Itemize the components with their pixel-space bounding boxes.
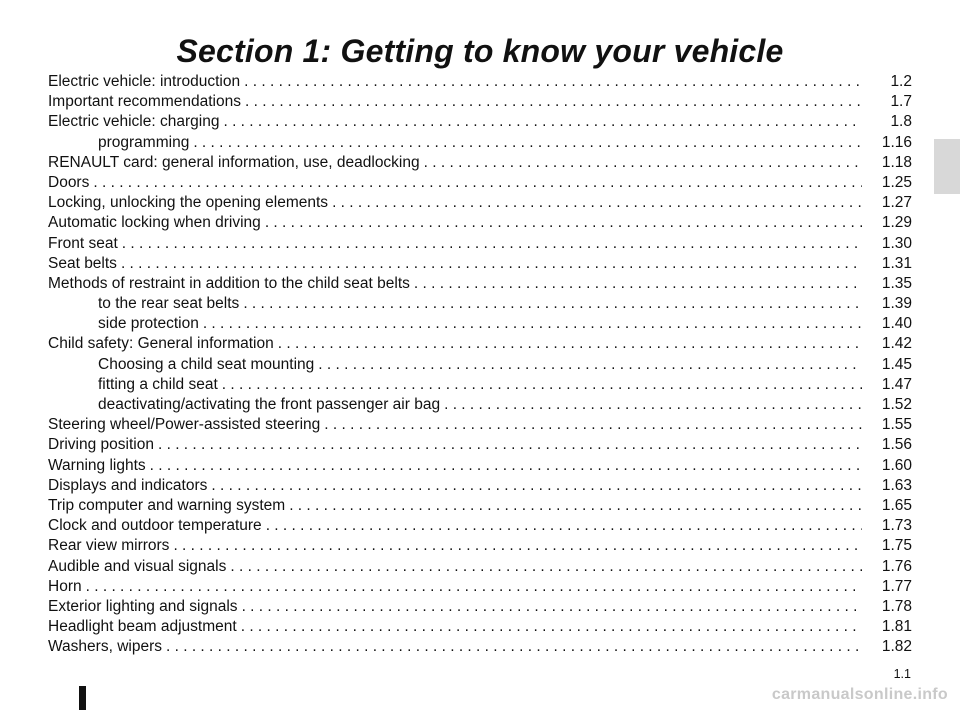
toc-entry-title: Front seat (48, 234, 118, 252)
toc-entry-page: 1.77 (881, 577, 912, 595)
toc-entry-title: Warning lights (48, 456, 146, 474)
dot-leader (332, 193, 862, 213)
toc-entry-title: Choosing a child seat mounting (98, 355, 315, 373)
toc-entry-page: 1.55 (881, 416, 912, 434)
toc-entry[interactable] (48, 516, 912, 536)
dot-leader (166, 637, 862, 657)
dot-leader (424, 153, 862, 173)
toc-entry-title: Displays and indicators (48, 476, 208, 494)
toc-entry[interactable] (48, 274, 912, 294)
dot-leader (173, 536, 862, 556)
dot-leader (222, 375, 862, 395)
toc-entry-title: RENAULT card: general information, use, deadlocking (48, 153, 420, 171)
dot-leader (93, 173, 862, 193)
dot-leader (243, 294, 862, 314)
toc-entry[interactable] (48, 617, 912, 637)
toc-entry-title: to the rear seat belts (98, 295, 240, 313)
dot-leader (266, 516, 862, 536)
toc-entry-title: Headlight beam adjustment (48, 618, 237, 636)
toc-entry-title: Driving position (48, 436, 154, 454)
toc-entry-page: 1.30 (881, 234, 912, 252)
toc-entry[interactable] (48, 314, 912, 334)
table-of-contents (48, 72, 912, 657)
toc-entry-page: 1.78 (881, 597, 912, 615)
dot-leader (242, 597, 862, 617)
dot-leader (223, 112, 862, 132)
toc-entry-page: 1.8 (890, 113, 912, 131)
toc-entry[interactable] (48, 355, 912, 375)
dot-leader (414, 274, 862, 294)
toc-entry[interactable] (48, 435, 912, 455)
page-number: 1.1 (893, 667, 911, 681)
toc-entry-title: Horn (48, 577, 82, 595)
toc-entry-title: Exterior lighting and signals (48, 597, 238, 615)
toc-entry[interactable] (48, 213, 912, 233)
toc-entry-page: 1.65 (881, 496, 912, 514)
toc-entry-page: 1.81 (881, 618, 912, 636)
watermark-text: carmanualsonline.info (771, 686, 948, 703)
toc-entry-page: 1.29 (881, 214, 912, 232)
toc-entry-page: 1.40 (881, 315, 912, 333)
toc-entry[interactable] (48, 72, 912, 92)
toc-entry-title: Seat belts (48, 254, 117, 272)
toc-entry[interactable] (48, 153, 912, 173)
toc-entry-page: 1.52 (881, 396, 912, 413)
toc-entry[interactable] (48, 476, 912, 496)
toc-entry-title: Locking, unlocking the opening elements (48, 194, 329, 212)
toc-entry[interactable] (48, 395, 912, 415)
dot-leader (245, 92, 862, 112)
toc-entry[interactable] (48, 193, 912, 213)
toc-entry-page: 1.27 (881, 194, 912, 212)
dot-leader (241, 617, 862, 637)
toc-entry[interactable] (48, 415, 912, 435)
toc-entry-page: 1.16 (881, 133, 912, 151)
toc-entry-title: Methods of restraint in addition to the child seat belts (48, 274, 410, 292)
toc-entry-title: Trip computer and warning system (48, 496, 286, 514)
toc-entry[interactable] (48, 173, 912, 193)
dot-leader (203, 314, 862, 334)
dot-leader (211, 476, 862, 496)
toc-entry-title: Child safety: General information (48, 335, 274, 353)
dot-leader (86, 577, 862, 597)
toc-entry-page: 1.7 (890, 93, 912, 111)
toc-entry-title: Clock and outdoor temperature (48, 517, 262, 535)
section-tab-marker (934, 139, 960, 194)
toc-entry-page: 1.63 (881, 476, 912, 494)
toc-entry-page: 1.60 (881, 456, 912, 474)
corner-mark (79, 686, 86, 710)
toc-entry-page: 1.18 (881, 153, 912, 171)
dot-leader (193, 133, 862, 153)
toc-entry-title: Washers, wipers (48, 638, 162, 656)
toc-entry-page: 1.39 (881, 295, 912, 313)
toc-entry-title: Electric vehicle: introduction (48, 73, 241, 90)
dot-leader (150, 456, 862, 476)
dot-leader (289, 496, 862, 516)
toc-entry[interactable] (48, 536, 912, 556)
toc-entry-title: deactivating/activating the front passenger air bag (98, 396, 441, 413)
toc-entry-title: Doors (48, 173, 90, 191)
toc-entry-page: 1.25 (881, 173, 912, 191)
toc-entry[interactable] (48, 254, 912, 274)
toc-entry-title: Steering wheel/Power-assisted steering (48, 416, 321, 434)
toc-entry-page: 1.75 (881, 537, 912, 555)
toc-entry-page: 1.56 (881, 436, 912, 454)
toc-entry-title: side protection (98, 315, 199, 333)
dot-leader (278, 334, 862, 354)
dot-leader (318, 355, 862, 375)
dot-leader (122, 234, 862, 254)
toc-entry[interactable] (48, 557, 912, 577)
toc-entry-title: fitting a child seat (98, 375, 218, 393)
toc-entry-page: 1.76 (881, 557, 912, 575)
toc-entry[interactable] (48, 456, 912, 476)
toc-entry-title: programming (98, 133, 190, 151)
toc-entry-title: Audible and visual signals (48, 557, 227, 575)
toc-entry[interactable] (48, 496, 912, 516)
dot-leader (324, 415, 862, 435)
toc-entry[interactable] (48, 577, 912, 597)
toc-entry-page: 1.2 (890, 73, 912, 90)
toc-entry[interactable] (48, 334, 912, 354)
toc-entry[interactable] (48, 597, 912, 617)
toc-entry-title: Electric vehicle: charging (48, 113, 220, 131)
dot-leader (265, 213, 862, 233)
toc-entry-page: 1.31 (881, 254, 912, 272)
toc-entry-page: 1.82 (881, 638, 912, 656)
toc-entry-page: 1.35 (881, 274, 912, 292)
toc-entry[interactable] (48, 375, 912, 395)
section-title: Section 1: Getting to know your vehicle (176, 33, 784, 70)
dot-leader (158, 435, 862, 455)
toc-entry-page: 1.42 (881, 335, 912, 353)
toc-entry-page: 1.45 (881, 355, 912, 373)
dot-leader (230, 557, 862, 577)
toc-entry[interactable] (48, 637, 912, 657)
dot-leader (244, 72, 862, 92)
dot-leader (121, 254, 862, 274)
toc-entry[interactable] (48, 92, 912, 112)
toc-entry[interactable] (48, 234, 912, 254)
toc-entry-page: 1.47 (881, 375, 912, 393)
toc-entry[interactable] (48, 112, 912, 132)
toc-entry[interactable] (48, 294, 912, 314)
toc-entry-title: Important recommendations (48, 93, 241, 111)
dot-leader (444, 395, 862, 415)
toc-entry-title: Automatic locking when driving (48, 214, 261, 232)
toc-entry-title: Rear view mirrors (48, 537, 170, 555)
toc-entry[interactable] (48, 133, 912, 153)
toc-entry-page: 1.73 (881, 517, 912, 535)
